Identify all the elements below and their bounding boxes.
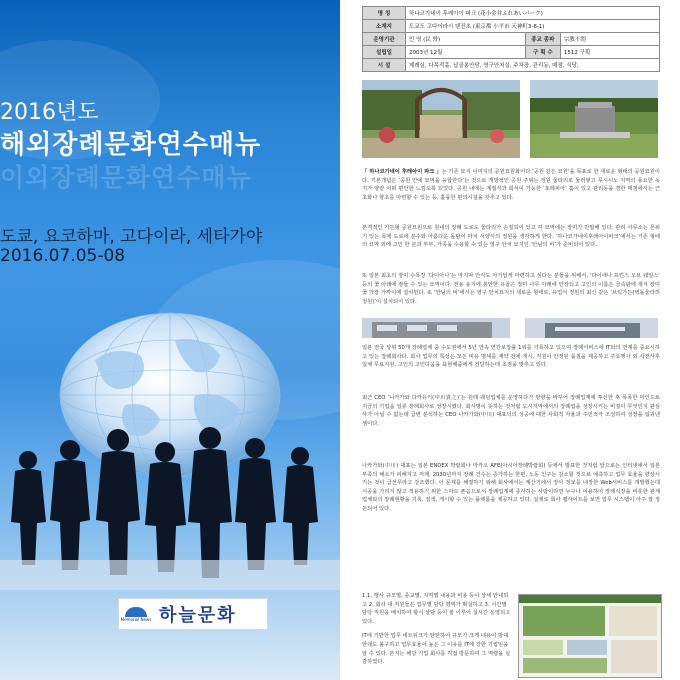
info-value: 1512 구획 (560, 46, 659, 59)
bottom-left-text (362, 592, 512, 667)
cover-year: 2016년도 (0, 100, 99, 125)
info-label: 소재지 (363, 20, 406, 33)
info-label: 구 획 수 (525, 46, 560, 59)
facility-info-table (362, 6, 660, 72)
photo-building-exterior (362, 318, 510, 338)
info-value: 宗教不問 (560, 33, 659, 46)
info-label: 시 설 (363, 59, 406, 72)
table-row (363, 33, 660, 46)
info-value: 도쿄도 고다이라시 텐진초 (東京都 小平市 天神町3-8-1) (406, 20, 660, 33)
photo-garden-gate (362, 80, 520, 158)
cover-title: 해외장례문화연수매뉴 (0, 130, 262, 160)
company-website-screenshot (518, 594, 662, 678)
table-row (363, 20, 660, 33)
paragraph-text: 는 기존 묘지 이미지의 공원묘원화이다.‘공원 같은 묘원’을 목표로 한 새로운 형태의 공원묘원이다. 기본개념은 ‘공원 안에 묘역을 융합한다’는 것으로 개방적인 공원 주위는 정원 울타리로 둘러쌓고 무시시노 지역의 풍요한 녹지가 양끝 어떠 편안한 느낌도록 되었다. 공원 내에는 계절식과 회식이 가능한 ‘포레피아’ 홀이 있고 관리동을 겸한 매점에서는 근초화나 향초를 마련할 수 있는 등, 훌륭한 편의시설을 갖추고 있다. (362, 169, 661, 201)
cover-cities: 도쿄, 요코하마, 고다이라, 세타가야 (0, 227, 263, 247)
info-label: 종교 종파 (525, 33, 560, 46)
paragraph: IT에 기반한 업무 네트워크가 탄탄하여 규모가 크게 내용이 방대한데도 불구하고 업무효율이 높은 그 이유를 IT에 강한 기업임을 알 수 있다. 본지는 해당 기업 회사를 직접 방문하여 그 역량을 실감하였다. (362, 633, 511, 666)
info-label: 명 칭 (363, 7, 406, 20)
cover-dates: 2016.07.05-08 (0, 246, 126, 266)
paragraph: 본격적인 가든형 공원묘원으로 원내의 장례 도로도 울타리가 손질되어 있고 각 묘역에는 장미가 만발해 있다. 관리 사무소는 몬위기 있는 목제 도로에 분수와 아름다운 돌담이 마치 서양식의 정원을 생각하게 한다. ‘하나코가네이후레아이파크’에서는 기존 형태의 묘역 외에 고인 한 분과 부부, 가족을 수용할 수 있는 영구 안치 묘지인 ‘안님의 비’가 준비되어 있다. (362, 225, 660, 249)
document-page (340, 0, 680, 680)
info-value: 2003년 12월 (406, 46, 526, 59)
photo-office-front (525, 318, 658, 338)
paragraph: 또 일본 최초의 장미 수목장 ‘다이아나’는 마지막 안식도 자기답게 마련하고 싶다는 분들을 위해서, ‘다이애나 프린스 오브 웨일스’ 등의 꽃 아래에 잠들 수 있는 묘역이다. 전용 용기에 봉안한 유골은 장미 나무 아래에 안장되고 고인의 이름은 금속판에 새겨 장미꽃 가장 가까이에 설치된다. 또 ‘안님의 비’에서는 영구 안치묘지의 새로운 형태로, 유업식 정원의 최신 같은 ‘브릭가든(벽돌울타리정원)’이 설치되어 있다. (362, 273, 660, 305)
info-label: 설립일 (363, 46, 406, 59)
people-silhouettes (0, 410, 340, 590)
memorial-news-logo-icon (119, 600, 153, 628)
cover-title-reflection: 이외장례문화연수매뉴 (0, 163, 252, 192)
paragraph (362, 168, 660, 202)
paragraph: 나카가와(中川) 대표는 일본 ENDEX 박람회나 마카오 AFE(아시아장례박람회) 등에서 발표한 것처럼 앞으로는 인터넷에서 일본 부족의 해소가 피해지고 저계, 2030년까지 장례 건수는 증가하는 한편, 노동 인구는 감소할 것으로 예측하고 업무 효율을 향상시키는 것이 급선무라고 강조했다. 이 문제를 해결하기 위해 회사에서는 계산기에서 장사 정보를 내장한 Web서비스를 개발했는데 시공을 가리지 않고 적용하기 위한 스마트 폰음으로서 장례업계에 종사하는 사람이라면 누구나 이용하여 장례식장을 비롯한 관계 업체와의 장례현황을 기록, 검색, 게시할 수 있는 플랫폼을 제공하고 있다. 실제로 회사 웹사이트를 보면 업무 시스템이 아주 잘 정돈되어 있다. (362, 463, 660, 512)
publisher-logo (118, 598, 268, 630)
photo-memorial-garden (530, 80, 658, 158)
info-value: 제례실, 다목적홀, 납골봉안당, 영구안치실, 주차장, 관리동, 매점, 식당, (406, 59, 660, 72)
info-label: 운영기관 (363, 33, 406, 46)
info-value: 민 영 (民 營) (406, 33, 526, 46)
paragraph: 최근 CEO ‘니카가와 다카유키(中川貴之)’는 원래 웨딩업체를 운영하다가 방향을 바꾸어 장례업계에 투신한 후 폭폭한 마인드로 지금의 기업을 일류 장례회사로 성장시켰다. 회사명이 뜻하는 것처럼 도시지역에서의 장례업을 성장시키는 비결이 무엇인지 관심사가 아닐 수 없는데 급변 분석하는 CEO 나카가와(中川) 대표의의 성공에 대한 사회적 자율과 주민적극 조성하여 성장을 일궈낸 셈이다. (362, 395, 660, 427)
logo-mark-text: Memorial News (120, 616, 152, 622)
table-row (363, 46, 660, 59)
logo-name: 하늘문화 (159, 605, 237, 626)
table-row (363, 7, 660, 20)
park-name-highlight: 「 하나코가네이 후레아이 파크 」 (362, 169, 442, 175)
paragraph: 1.1. 행사 규모별, 종교별, 지역별 내용과 비용 등이 상세 안내되고 2. 회사 내 직원들은 업무별 담당 영역가 확실하고 3. 시간별 담당 직원을 배치하여 항시 상담 등이 잘 이루어 실시간 운영되고 있다. (362, 593, 511, 625)
table-row (363, 59, 660, 72)
paragraph: 일본 전국 상위 50개 장례업체 중 수도권에서 5년 연속 연간보장률 1위를 기록하고 있으며 장례서비스에 IT와의 연계를 중요시하고 있는 장례회사다. 회사 업무의 특성은 모든 비용 명세를 계약 전에 개시, 직원이 안정된 품질을 제공하고 주요행사 외 사전사후 일체 무료지원, 고인의 고인다움을 표현해줌에게 전달하는데 초점을 맞추고 있다. (362, 345, 660, 369)
info-value: 하나코가네이 후레아이 파크 (花小金井ふれあいパーク) (406, 7, 660, 20)
